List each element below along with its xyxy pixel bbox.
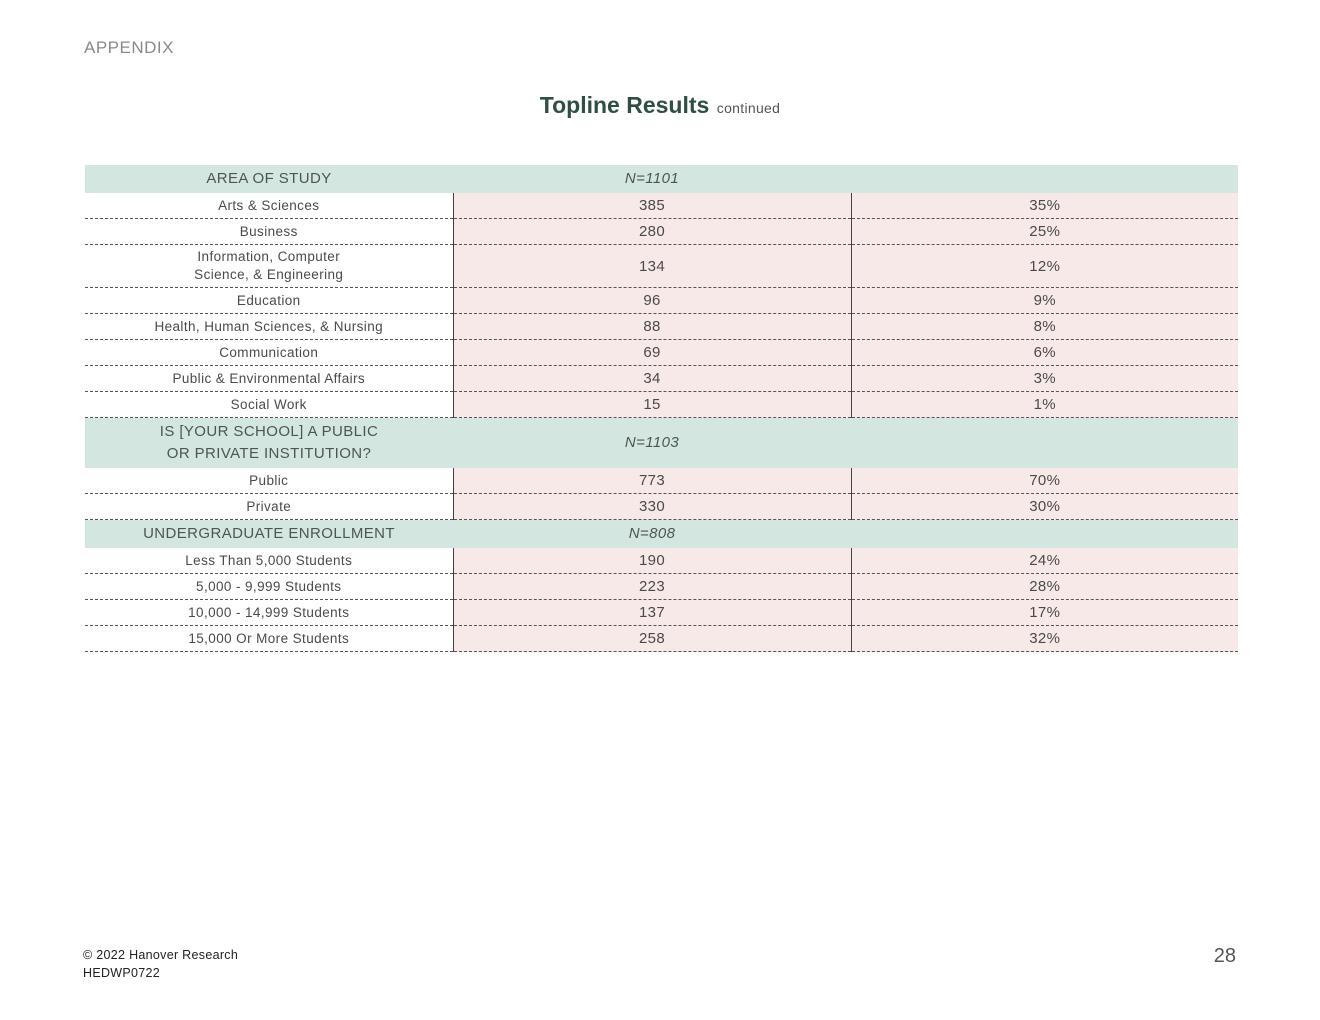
row-label: Business: [85, 219, 453, 245]
row-count: 280: [453, 219, 851, 245]
row-label: Public & Environmental Affairs: [85, 366, 453, 392]
row-count: 190: [453, 548, 851, 574]
row-label: Arts & Sciences: [85, 193, 453, 219]
row-count: 69: [453, 340, 851, 366]
row-label: Social Work: [85, 392, 453, 418]
section-header: [85, 418, 1238, 469]
row-label: Health, Human Sciences, & Nursing: [85, 314, 453, 340]
row-percent: 3%: [851, 366, 1238, 392]
row-label: 5,000 - 9,999 Students: [85, 574, 453, 600]
document-code: HEDWP0722: [83, 966, 161, 980]
table-row: [85, 626, 1238, 652]
table-row: [85, 219, 1238, 245]
row-label: 10,000 - 14,999 Students: [85, 600, 453, 626]
row-count: 15: [453, 392, 851, 418]
copyright: © 2022 Hanover Research: [83, 948, 239, 962]
row-count: 88: [453, 314, 851, 340]
row-percent: 35%: [851, 193, 1238, 219]
row-percent: 12%: [851, 245, 1238, 288]
row-count: 330: [453, 494, 851, 520]
section-header: [85, 520, 1238, 549]
footer: [83, 946, 238, 982]
table-row: [85, 494, 1238, 520]
row-label: Public: [85, 468, 453, 494]
section-heading: AREA OF STUDY: [85, 165, 453, 193]
topline-results-table: [85, 165, 1238, 652]
section-heading: IS [YOUR SCHOOL] A PUBLIC OR PRIVATE INSTITUTION?: [85, 418, 453, 469]
page-title: [0, 92, 1320, 119]
row-count: 773: [453, 468, 851, 494]
row-label: Communication: [85, 340, 453, 366]
row-percent: 1%: [851, 392, 1238, 418]
row-label: Education: [85, 288, 453, 314]
row-percent: 70%: [851, 468, 1238, 494]
row-count: 134: [453, 245, 851, 288]
table-row: [85, 392, 1238, 418]
row-percent: 28%: [851, 574, 1238, 600]
page-number: 28: [1213, 945, 1236, 967]
page-title-sub: continued: [716, 100, 781, 116]
section-heading: UNDERGRADUATE ENROLLMENT: [85, 520, 453, 549]
row-percent: 25%: [851, 219, 1238, 245]
row-percent: 8%: [851, 314, 1238, 340]
table-row: [85, 193, 1238, 219]
table-row: [85, 600, 1238, 626]
table-row: [85, 245, 1238, 288]
row-label: 15,000 Or More Students: [85, 626, 453, 652]
row-percent: 32%: [851, 626, 1238, 652]
row-percent: 17%: [851, 600, 1238, 626]
table-row: [85, 314, 1238, 340]
section-label: APPENDIX: [84, 38, 174, 57]
row-count: 96: [453, 288, 851, 314]
row-count: 258: [453, 626, 851, 652]
table-row: [85, 340, 1238, 366]
row-label: Private: [85, 494, 453, 520]
row-count: 34: [453, 366, 851, 392]
page-title-main: Topline Results: [539, 92, 710, 118]
table-row: [85, 574, 1238, 600]
row-count: 385: [453, 193, 851, 219]
section-n: N=1103: [453, 418, 851, 469]
table-row: [85, 548, 1238, 574]
section-n: N=1101: [453, 165, 851, 193]
row-percent: 30%: [851, 494, 1238, 520]
section-n: N=808: [453, 520, 851, 549]
row-label: Less Than 5,000 Students: [85, 548, 453, 574]
table-row: [85, 366, 1238, 392]
row-percent: 6%: [851, 340, 1238, 366]
row-count: 223: [453, 574, 851, 600]
row-count: 137: [453, 600, 851, 626]
row-label: Information, Computer Science, & Engineering: [85, 245, 453, 288]
row-percent: 24%: [851, 548, 1238, 574]
table-row: [85, 468, 1238, 494]
section-header: [85, 165, 1238, 193]
row-percent: 9%: [851, 288, 1238, 314]
table-row: [85, 288, 1238, 314]
